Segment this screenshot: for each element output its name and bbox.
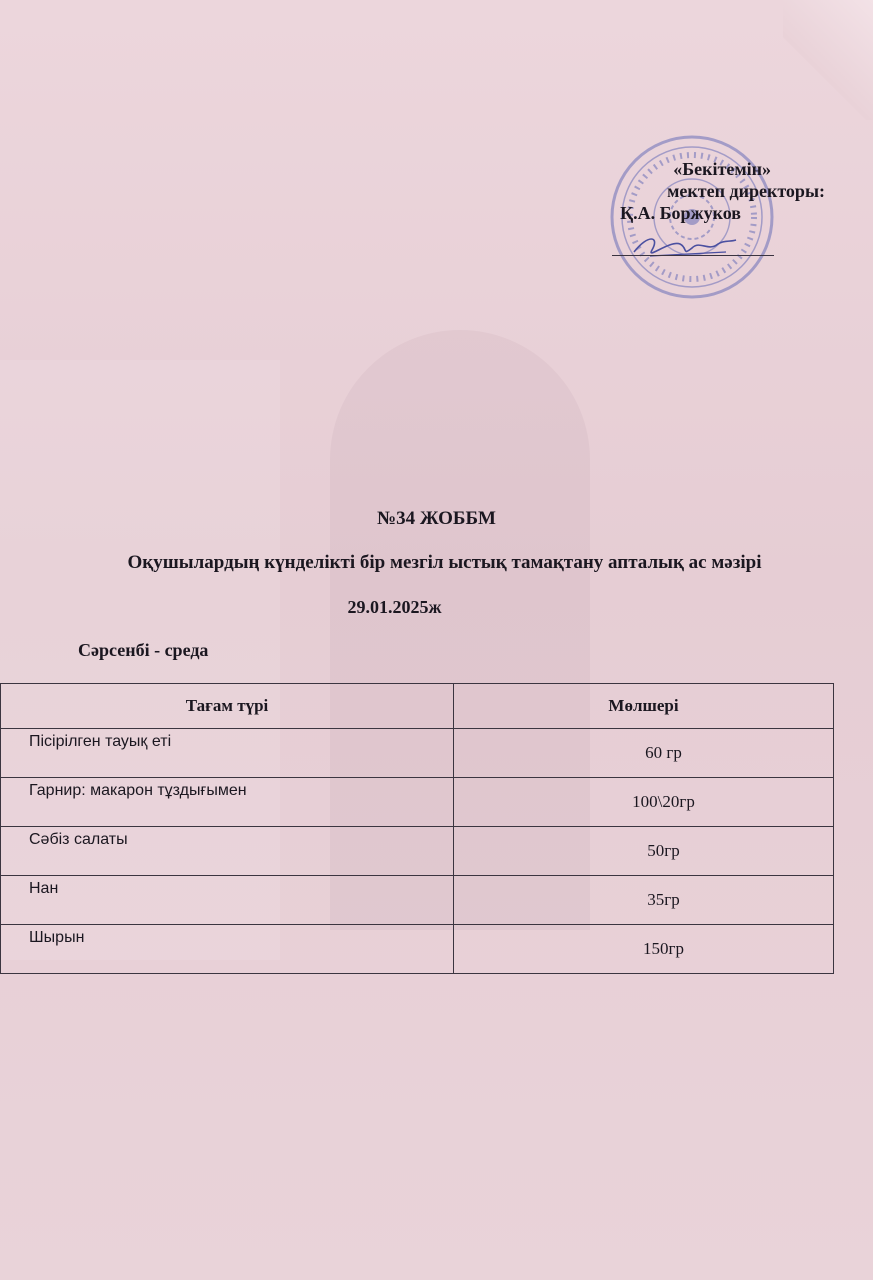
table-row [1, 729, 834, 778]
approval-director-name: Қ.А. Боржуков [620, 203, 741, 223]
table-row [1, 925, 834, 974]
school-name: №34 ЖОББМ [377, 508, 496, 529]
table-header-row [1, 684, 834, 729]
dish-name: Сәбіз салаты [1, 827, 454, 876]
header-dish-type: Тағам түрі [1, 684, 454, 729]
dish-name: Гарнир: макарон тұздығымен [1, 778, 454, 827]
document-title: Оқушылардың күнделікті бір мезгіл ыстық тамақтану апталық ас мәзірі [127, 552, 762, 573]
dish-amount: 35гр [454, 876, 834, 925]
dish-amount: 100\20гр [454, 778, 834, 827]
approval-block [620, 158, 825, 224]
page-fold [783, 0, 873, 120]
table-row [1, 778, 834, 827]
dish-amount: 50гр [454, 827, 834, 876]
dish-amount: 60 гр [454, 729, 834, 778]
approval-heading: «Бекітемін» [673, 159, 771, 179]
table-row [1, 827, 834, 876]
dish-name: Шырын [1, 925, 454, 974]
dish-name: Пісірілген тауық еті [1, 729, 454, 778]
header-amount: Мөлшері [454, 684, 834, 729]
weekday-label: Сәрсенбі - среда [78, 640, 209, 660]
approval-position: мектеп директоры: [667, 181, 825, 201]
document-date: 29.01.2025ж [347, 597, 442, 617]
director-signature [630, 226, 740, 266]
dish-name: Нан [1, 876, 454, 925]
dish-amount: 150гр [454, 925, 834, 974]
menu-table [0, 683, 834, 974]
table-row [1, 876, 834, 925]
signature-line [612, 255, 774, 256]
